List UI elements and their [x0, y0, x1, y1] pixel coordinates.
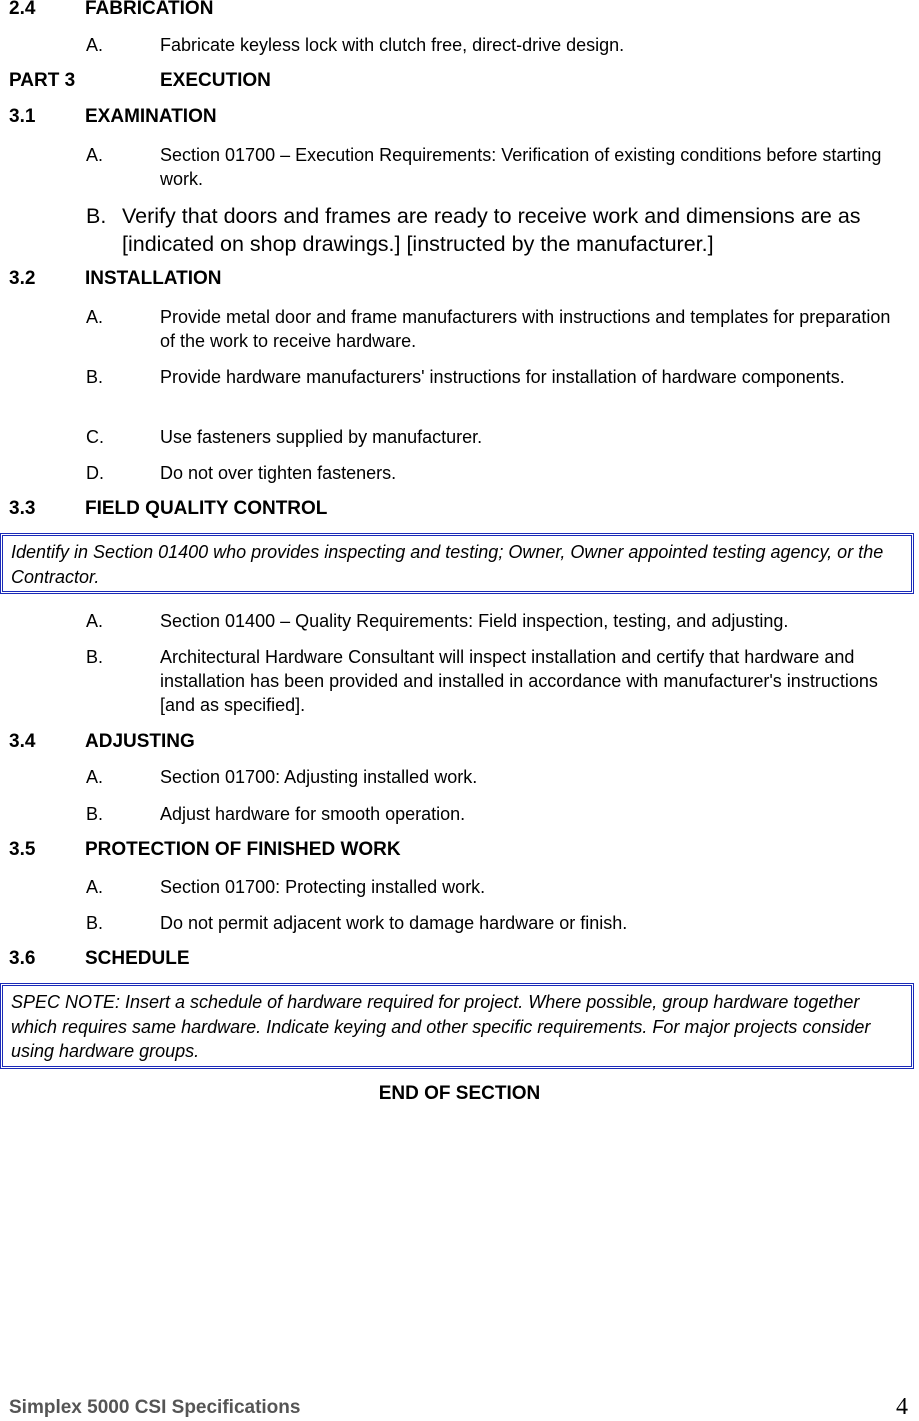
list-item [86, 425, 899, 449]
item-label: A. [86, 877, 104, 897]
item-text: Section 01700 – Execution Requirements: Verification of existing conditions before starting work. [160, 145, 882, 189]
item-label: A. [86, 611, 104, 631]
item-text: Adjust hardware for smooth operation. [160, 804, 466, 824]
section-title: SCHEDULE [85, 948, 190, 969]
item-label: C. [86, 427, 104, 447]
item-label: B. [86, 647, 104, 667]
item-text: Section 01400 – Quality Requirements: Field inspection, testing, and adjusting. [160, 611, 789, 631]
list-item [86, 305, 899, 353]
end-of-section: END OF SECTION [378, 1083, 541, 1104]
list-item [86, 461, 899, 485]
item-label: D. [86, 463, 104, 483]
section-number: 3.3 [9, 498, 36, 519]
list-item [86, 365, 899, 389]
item-text: Section 01700: Protecting installed work. [160, 877, 486, 897]
section-number: 2.4 [9, 0, 36, 19]
item-text: Architectural Hardware Consultant will inspect installation and certify that hardware and installation has been provided and installed in accordance with manufacturer's instructions [and as specified]. [160, 647, 878, 715]
list-item [86, 143, 899, 191]
section-number: 3.1 [9, 106, 36, 127]
item-text: Section 01700: Adjusting installed work. [160, 767, 478, 787]
footer-title: Simplex 5000 CSI Specifications [9, 1397, 301, 1418]
item-label: A. [86, 307, 104, 327]
section-title: FABRICATION [85, 0, 214, 19]
item-text: Fabricate keyless lock with clutch free, direct-drive design. [160, 35, 625, 55]
item-text: Do not permit adjacent work to damage hardware or finish. [160, 913, 628, 933]
section-title: FIELD QUALITY CONTROL [85, 498, 328, 519]
spec-note-schedule: SPEC NOTE: Insert a schedule of hardware required for project. Where possible, group hardware together which requires same hardware. Indicate keying and other specific requirements. For major projects consider using hardware groups. [0, 983, 914, 1069]
part-number: PART 3 [9, 70, 76, 91]
item-text: Do not over tighten fasteners. [160, 463, 397, 483]
list-item [86, 645, 899, 717]
spec-note-testing: Identify in Section 01400 who provides inspecting and testing; Owner, Owner appointed testing agency, or the Contractor. [0, 533, 914, 594]
item-label: A. [86, 145, 104, 165]
item-label: A. [86, 35, 104, 55]
item-text: Provide hardware manufacturers' instructions for installation of hardware components. [160, 367, 845, 387]
list-item [86, 765, 899, 789]
item-text: Use fasteners supplied by manufacturer. [160, 427, 483, 447]
section-title: EXAMINATION [85, 106, 217, 127]
section-number: 3.4 [9, 731, 36, 752]
list-item [86, 609, 899, 633]
list-item [86, 802, 899, 826]
section-number: 3.5 [9, 839, 36, 860]
item-label: B. [86, 204, 107, 228]
section-title: ADJUSTING [85, 731, 195, 752]
list-item [86, 875, 899, 899]
list-item [86, 202, 899, 258]
item-label: B. [86, 367, 104, 387]
item-label: B. [86, 913, 104, 933]
item-text: Verify that doors and frames are ready to receive work and dimensions are as [indicated on shop drawings.] [instructed by the manufacturer.] [122, 204, 861, 256]
item-label: A. [86, 767, 104, 787]
list-item [86, 33, 899, 57]
item-label: B. [86, 804, 104, 824]
section-title: PROTECTION OF FINISHED WORK [85, 839, 401, 860]
page-number: 4 [896, 1394, 908, 1420]
section-number: 3.6 [9, 948, 36, 969]
list-item [86, 911, 899, 935]
item-text: Provide metal door and frame manufacturers with instructions and templates for preparation of the work to receive hardware. [160, 307, 891, 351]
section-title: INSTALLATION [85, 268, 222, 289]
section-number: 3.2 [9, 268, 36, 289]
part-title: EXECUTION [160, 70, 271, 91]
